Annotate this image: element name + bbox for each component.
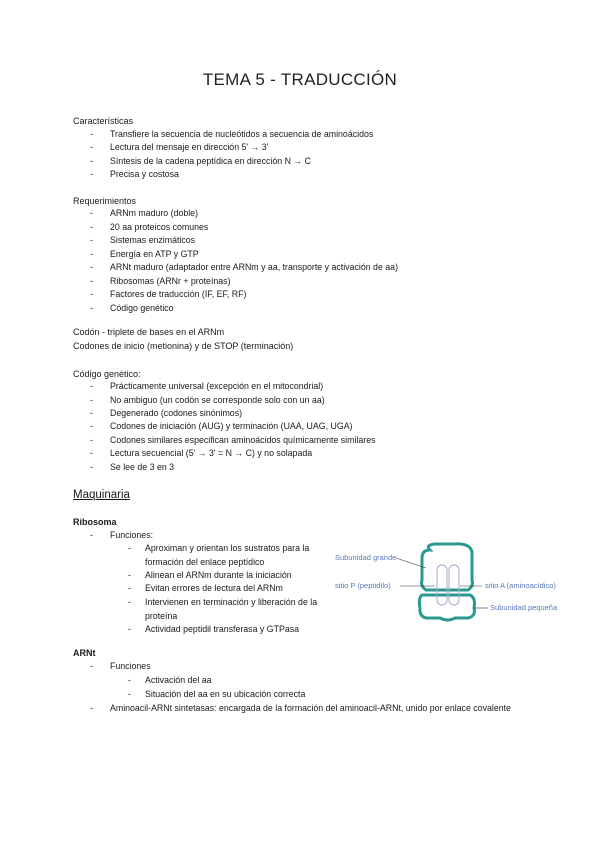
list-item: - Factores de traducción (IF, EF, RF) bbox=[90, 289, 247, 299]
list-item: - Lectura secuencial (5' → 3' = N → C) y no solapada bbox=[90, 448, 313, 458]
list-item: - Activación del aa bbox=[128, 675, 212, 685]
list-item: - No ambiguo (un codón se corresponde solo con un aa) bbox=[90, 395, 325, 405]
list-item: - Actividad peptidil transferasa y GTPasa bbox=[128, 624, 300, 634]
list-item: - Aproximan y orientan los sustratos para la formación del enlace peptídico bbox=[128, 543, 310, 567]
list-item: - Degenerado (codones sinónimos) bbox=[90, 408, 243, 418]
list-item: - Energía en ATP y GTP bbox=[90, 249, 199, 259]
list-item: - Transfiere la secuencia de nucleótidos a secuencia de aminoácidos bbox=[90, 129, 374, 139]
list-item: - Situación del aa en su ubicación correcta bbox=[128, 689, 306, 699]
list-item: - Aminoacil-ARNt sintetasas: encargada de la formación del aminoacil-ARNt, unido por enlace covalente bbox=[90, 703, 511, 713]
codigo-heading: Código genético: bbox=[73, 369, 141, 379]
list-item: - Codones similares especifican aminoácidos químicamente similares bbox=[90, 435, 376, 445]
site-a-shape bbox=[449, 565, 459, 605]
ribosoma-heading: Ribosoma bbox=[73, 517, 117, 527]
list-item: - Intervienen en terminación y liberación de la proteína bbox=[128, 597, 318, 621]
maquinaria-heading: Maquinaria bbox=[73, 489, 130, 501]
site-p-shape bbox=[437, 565, 447, 605]
list-item: - ARNt maduro (adaptador entre ARNm y aa, transporte y activación de aa) bbox=[90, 262, 398, 272]
list-item: - Lectura del mensaje en dirección 5' → 3' bbox=[90, 142, 269, 152]
label-sitio-a: sitio A (aminoacídico) bbox=[485, 581, 556, 590]
list-item: - Síntesis de la cadena peptídica en dirección N → C bbox=[90, 156, 311, 166]
page-title: TEMA 5 - TRADUCCIÓN bbox=[202, 70, 398, 89]
list-item: - Evitan errores de lectura del ARNm bbox=[128, 583, 283, 593]
label-subunidad-grande: Subunidad grande bbox=[335, 553, 397, 562]
list-item: - Funciones bbox=[90, 661, 151, 671]
list-item: - Código genético bbox=[90, 303, 174, 313]
list-item: - Se lee de 3 en 3 bbox=[90, 462, 175, 472]
list-item: - Codones de iniciación (AUG) y terminación (UAA, UAG, UGA) bbox=[90, 421, 353, 431]
list-item: - Prácticamente universal (excepción en el mitocondrial) bbox=[90, 381, 324, 391]
list-item: - Ribosomas (ARNr + proteínas) bbox=[90, 276, 231, 286]
list-item: - 20 aa proteicos comunes bbox=[90, 222, 209, 232]
list-item: - Precisa y costosa bbox=[90, 169, 179, 179]
list-item: - Funciones: bbox=[90, 530, 154, 540]
caracteristicas-heading: Características bbox=[73, 116, 134, 126]
label-subunidad-pequena: Subunidad pequeña bbox=[490, 603, 558, 612]
ribosome-diagram bbox=[330, 540, 575, 650]
list-item: - ARNm maduro (doble) bbox=[90, 208, 198, 218]
requerimientos-heading: Requerimientos bbox=[73, 196, 137, 206]
codon-definition: Codón - triplete de bases en el ARNm bbox=[73, 327, 225, 337]
arnt-heading: ARNt bbox=[73, 648, 96, 658]
list-item: - Alinean el ARNm durante la iniciación bbox=[128, 570, 292, 580]
list-item: - Sistemas enzimáticos bbox=[90, 235, 196, 245]
label-sitio-p: sitio P (peptidílo) bbox=[335, 581, 391, 590]
codon-start-stop: Codones de inicio (metionina) y de STOP (terminación) bbox=[73, 341, 294, 351]
